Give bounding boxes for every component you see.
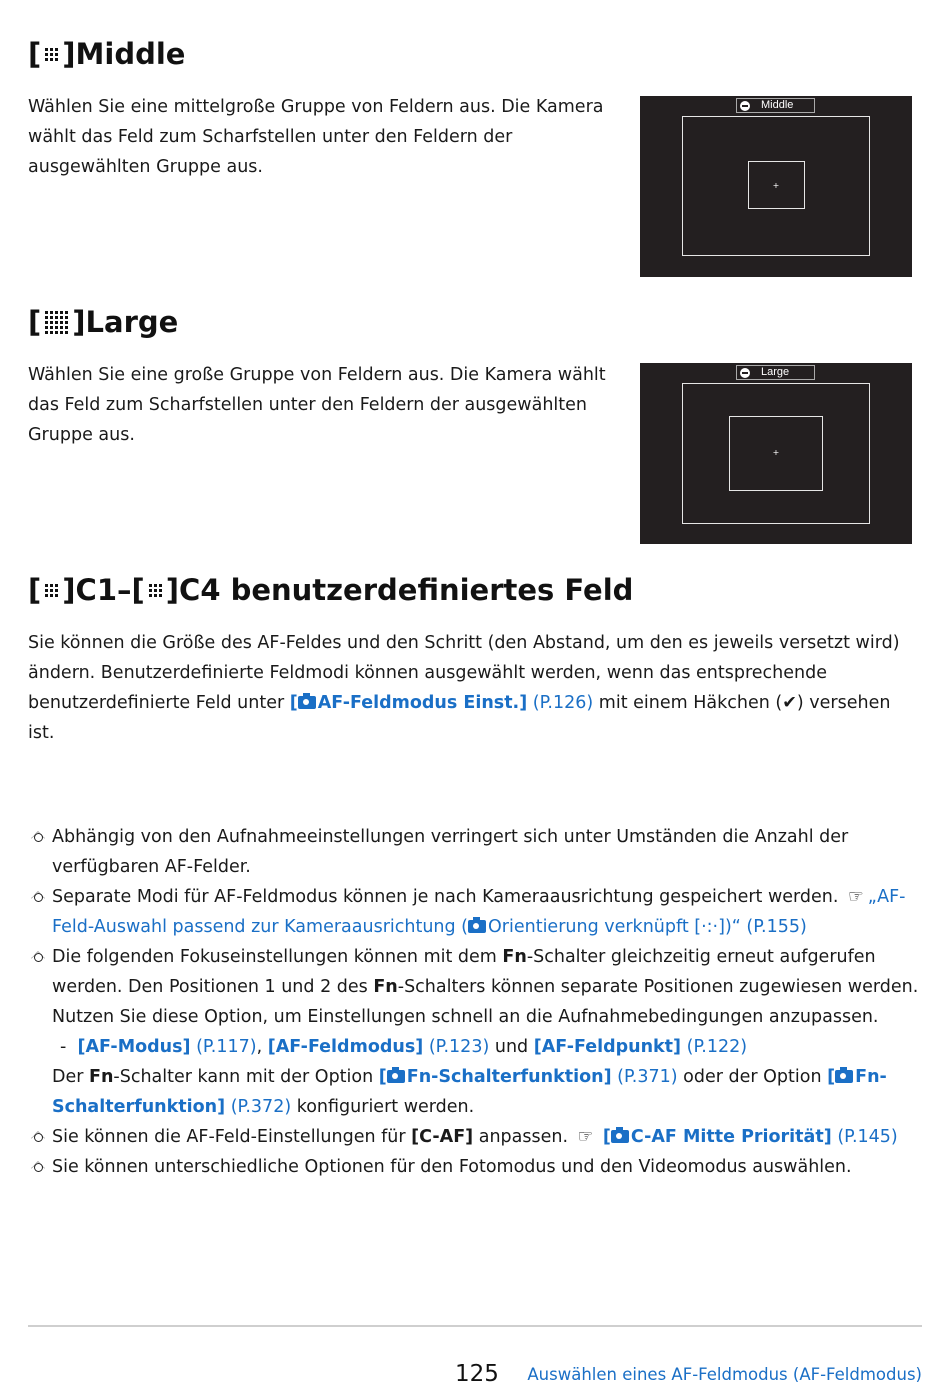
- c-af-mitte-prioritaet-link[interactable]: [ C-AF Mitte Priorität] (P.145): [602, 1127, 898, 1147]
- af-large-icon: [45, 311, 68, 334]
- screen-mode-tag: [736, 365, 815, 380]
- tip-item: Sie können die AF-Feld-Einstellungen für [C-AF] anpassen. ☞ [ C-AF Mitte Priorität] (P.145): [28, 1122, 928, 1152]
- fn-schalter-photo-link[interactable]: [ Fn-Schalterfunktion] (P.371): [378, 1067, 678, 1087]
- af-custom-icon: [149, 584, 162, 597]
- af-custom-icon: [45, 584, 58, 597]
- custom-description: Sie können die Größe des AF-Feldes und den Schritt (den Abstand, um den es jeweils versetzt wird) ändern. Benutzerdefinierte Feldmodi können ausgewählt werden, wenn das entsprechende benutzerdefinierte Feld unter [ AF-Feldmodus Einst.] (P.126) mit einem Häkchen (✔) versehen ist.: [28, 633, 900, 743]
- screen-mode-tag: [736, 98, 815, 113]
- heading-middle-title: Middle: [75, 37, 186, 71]
- af-mode-icon: [740, 101, 750, 111]
- reference-hand-icon: ☞: [848, 887, 864, 907]
- af-feldmodus-einst-link[interactable]: [ AF-Feldmodus Einst.] (P.126): [289, 693, 594, 713]
- section-heading-middle: [ ] Middle: [28, 37, 186, 71]
- tip-item: Abhängig von den Aufnahmeeinstellungen verringert sich unter Umständen die Anzahl der verfügbaren AF-Felder.: [28, 822, 928, 882]
- heading-large-title: Large: [85, 305, 179, 339]
- camera-icon: [468, 920, 486, 933]
- tip-item: Sie können unterschiedliche Optionen für den Fotomodus und den Videomodus auswählen.: [28, 1152, 928, 1182]
- page-number: 125: [455, 1361, 499, 1387]
- tip-lightbulb-icon: [30, 830, 46, 846]
- large-screen-preview: [640, 363, 912, 544]
- tip-lightbulb-icon: [30, 950, 46, 966]
- fn-schalter-video-link[interactable]: [ Fn-Schalterfunktion] (P.372): [52, 1067, 887, 1117]
- section-heading-custom: [ ] C1– [ ] C4 benutzerdefiniertes Feld: [28, 573, 634, 607]
- af-modus-link[interactable]: [AF-Modus] (P.117): [77, 1037, 257, 1057]
- af-center-plus-icon: +: [772, 181, 780, 190]
- af-feldpunkt-link[interactable]: [AF-Feldpunkt] (P.122): [533, 1037, 748, 1057]
- large-description: Wählen Sie eine große Gruppe von Feldern aus. Die Kamera wählt das Feld zum Scharfstellen unter den Feldern der ausgewählten Gruppe aus.: [28, 365, 606, 445]
- footer-divider: [28, 1325, 922, 1327]
- screen-mode-label: Large: [761, 366, 790, 378]
- heading-custom-c4: C4 benutzerdefiniertes Feld: [179, 573, 634, 607]
- camera-icon: [611, 1130, 629, 1143]
- af-center-plus-icon: +: [772, 448, 780, 457]
- tip-lightbulb-icon: [30, 1130, 46, 1146]
- af-feldmodus-link[interactable]: [AF-Feldmodus] (P.123): [267, 1037, 490, 1057]
- reference-hand-icon: ☞: [577, 1127, 594, 1147]
- middle-description: Wählen Sie eine mittelgroße Gruppe von Feldern aus. Die Kamera wählt das Feld zum Scharfstellen unter den Feldern der ausgewählten Gruppe aus.: [28, 97, 604, 177]
- tip-lightbulb-icon: [30, 890, 46, 906]
- tip-item: Separate Modi für AF-Feldmodus können je nach Kameraausrichtung gespeichert werden. ☞ „AF-Feld-Auswahl passend zur Kameraausrichtung ( Orientierung verknüpft [·:·])“ (P.155): [28, 882, 928, 942]
- tip-item: Die folgenden Fokuseinstellungen können mit dem Fn-Schalter gleichzeitig erneut aufgerufen werden. Den Positionen 1 und 2 des Fn-Schalters können separate Positionen zugewiesen werden. Nutzen Sie diese Option, um Einstellungen schnell an die Aufnahmebedingungen anzupassen. - [AF-Modus] (P.117), [AF-Feldmodus] (P.123) und [AF-Feldpunkt] (P.122) Der Fn-Schalter kann mit der Option [ Fn-Schalterfunktion] (P.371) oder der Option [ Fn-Schalterfunktion] (P.372) konfiguriert werden.: [28, 942, 928, 1122]
- middle-screen-preview: [640, 96, 912, 277]
- af-middle-icon: [45, 48, 58, 61]
- af-mode-icon: [740, 368, 750, 378]
- orientation-link[interactable]: „AF-Feld-Auswahl passend zur Kameraausrichtung ( Orientierung verknüpft [·:·])“ (P.155): [52, 887, 906, 937]
- screen-mode-label: Middle: [761, 99, 794, 111]
- camera-icon: [387, 1070, 405, 1083]
- footer-chapter-link[interactable]: Auswählen eines AF-Feldmodus (AF-Feldmodus): [527, 1365, 922, 1384]
- tip-lightbulb-icon: [30, 1160, 46, 1176]
- checkmark-icon: ✔: [782, 693, 797, 713]
- section-heading-large: [ ] Large: [28, 305, 179, 339]
- heading-custom-c1: C1–: [75, 573, 132, 607]
- movie-camera-icon: [835, 1070, 853, 1083]
- tips-list: [28, 822, 928, 1182]
- camera-icon: [298, 696, 316, 709]
